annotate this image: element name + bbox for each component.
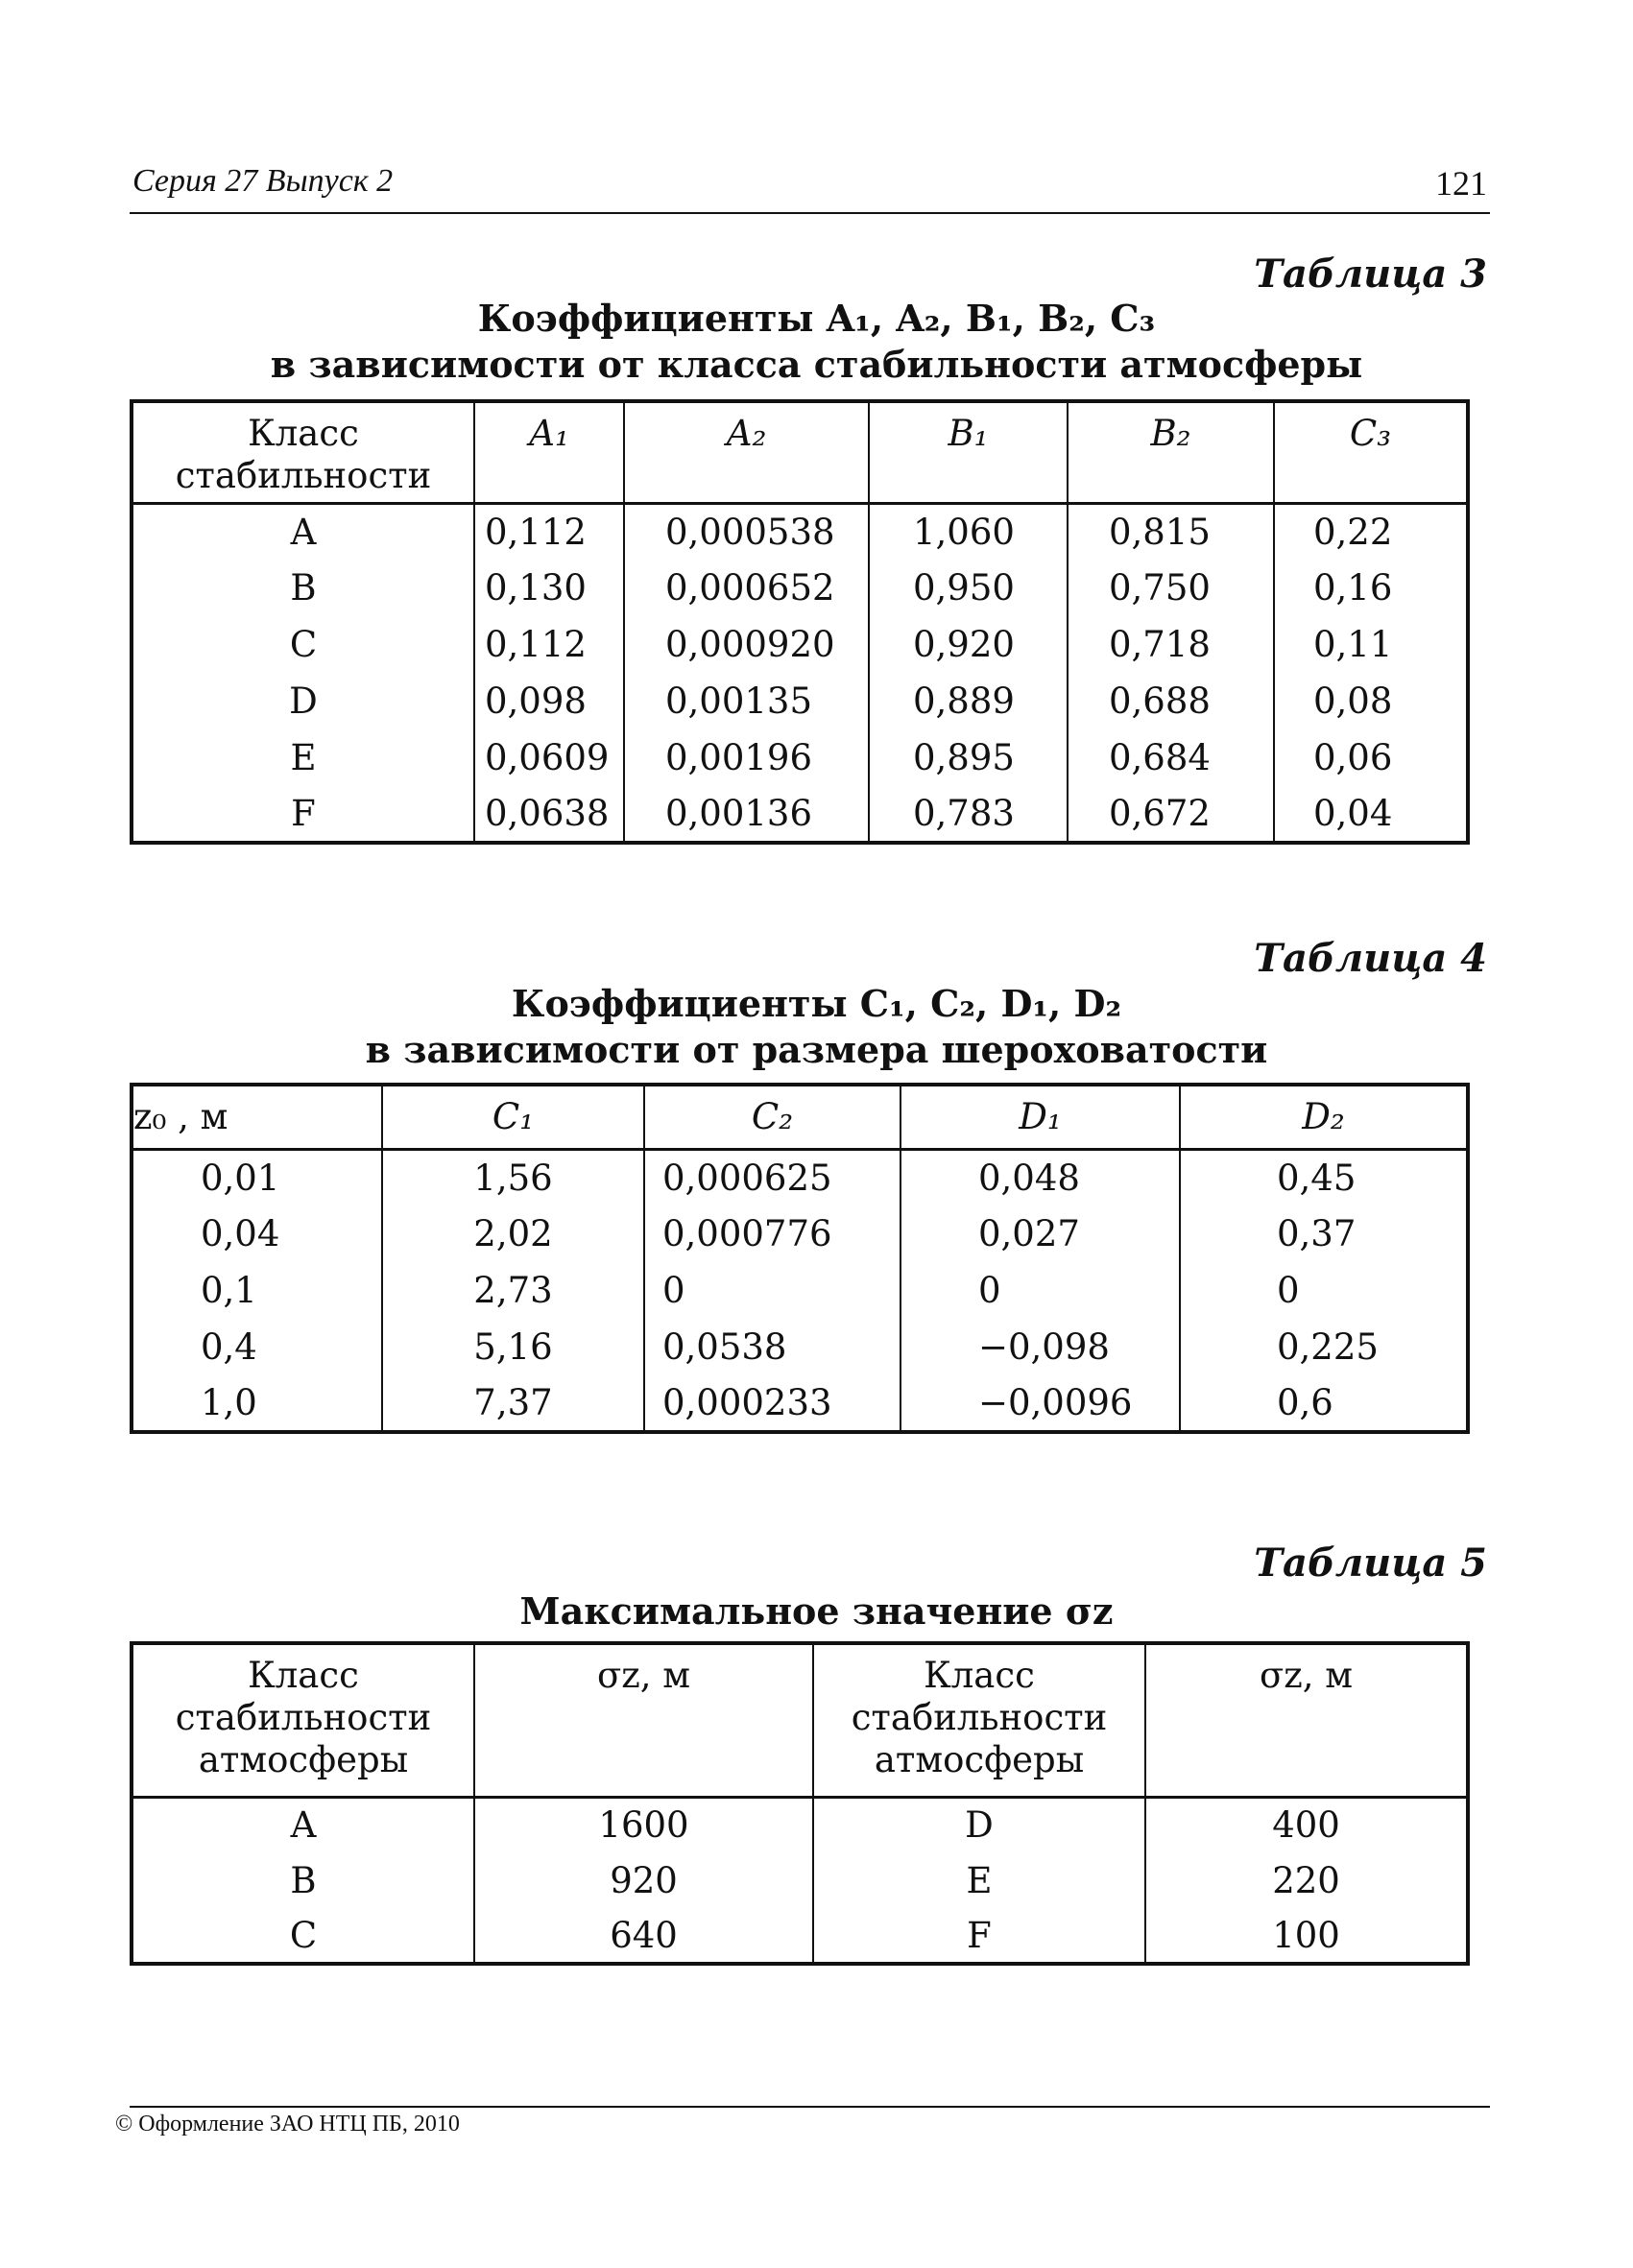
table3-title-line2: в зависимости от класса стабильности атмосферы — [270, 343, 1363, 386]
table3-column-header: A₁ — [474, 401, 624, 503]
table4-column-header: z₀ , м — [132, 1085, 382, 1149]
table3-row — [132, 673, 1468, 729]
table4-row — [132, 1319, 1468, 1375]
table3-cell: 0,889 — [869, 673, 1068, 729]
table3-cell: 0,112 — [474, 503, 624, 560]
table4-cell: 0,000625 — [644, 1149, 901, 1206]
table4-row — [132, 1206, 1468, 1262]
table4-cell: 0,4 — [132, 1319, 382, 1375]
table3-cell: F — [132, 786, 474, 843]
table5-cell: 920 — [474, 1852, 813, 1908]
table3-title-line1: Коэффициенты A₁, A₂, B₁, B₂, C₃ — [477, 297, 1156, 340]
table3-column-header: B₂ — [1068, 401, 1274, 503]
header-rule — [130, 212, 1490, 214]
table5-cell: E — [813, 1852, 1145, 1908]
table4-cell: 0,0538 — [644, 1319, 901, 1375]
table4-column-header: C₁ — [382, 1085, 644, 1149]
table4-row — [132, 1262, 1468, 1319]
table5-column-header: σz, м — [474, 1643, 813, 1797]
table5-title: Максимальное значение σz — [519, 1589, 1114, 1633]
table4 — [130, 1083, 1470, 1434]
table3-cell: A — [132, 503, 474, 560]
table4-title-line1: Коэффициенты C₁, C₂, D₁, D₂ — [511, 982, 1122, 1025]
table5-cell: B — [132, 1852, 474, 1908]
table4-row — [132, 1149, 1468, 1206]
table3-cell: 1,060 — [869, 503, 1068, 560]
table3-row — [132, 729, 1468, 786]
table5-cell: 100 — [1145, 1908, 1468, 1964]
table4-cell: 7,37 — [382, 1375, 644, 1432]
table3-cell: 0,06 — [1274, 729, 1468, 786]
table4-cell: 0 — [644, 1262, 901, 1319]
table5-cell: 1600 — [474, 1797, 813, 1852]
table5-column-header: Класс стабильности атмосферы — [813, 1643, 1145, 1797]
table3-row — [132, 560, 1468, 616]
table3-cell: 0,000652 — [624, 560, 869, 616]
table4-cell: 0,000233 — [644, 1375, 901, 1432]
table5-row — [132, 1852, 1468, 1908]
table3-cell: 0,783 — [869, 786, 1068, 843]
table4-cell: 0,37 — [1180, 1206, 1468, 1262]
table3-cell: B — [132, 560, 474, 616]
table3-cell: 0,098 — [474, 673, 624, 729]
table3-cell: 0,11 — [1274, 616, 1468, 673]
table4-cell: 0,000776 — [644, 1206, 901, 1262]
table3-cell: 0,0638 — [474, 786, 624, 843]
table3-cell: 0,08 — [1274, 673, 1468, 729]
table3-cell: 0,750 — [1068, 560, 1274, 616]
table3-label: Таблица 3 — [1254, 251, 1487, 297]
table5-cell: D — [813, 1797, 1145, 1852]
table3-cell: 0,920 — [869, 616, 1068, 673]
table4-cell: 5,16 — [382, 1319, 644, 1375]
table5-cell: C — [132, 1908, 474, 1964]
footer-copyright: © Оформление ЗАО НТЦ ПБ, 2010 — [115, 2112, 460, 2137]
table3-cell: 0,0609 — [474, 729, 624, 786]
table4-cell: 0 — [901, 1262, 1180, 1319]
table4-cell: 0 — [1180, 1262, 1468, 1319]
table3-cell: 0,00135 — [624, 673, 869, 729]
table4-column-header: D₂ — [1180, 1085, 1468, 1149]
table4-column-header: D₁ — [901, 1085, 1180, 1149]
table3-cell: E — [132, 729, 474, 786]
table3-cell: 0,672 — [1068, 786, 1274, 843]
table4-row — [132, 1375, 1468, 1432]
table3-row — [132, 616, 1468, 673]
table3-cell: 0,00196 — [624, 729, 869, 786]
table4-cell: 1,0 — [132, 1375, 382, 1432]
table5 — [130, 1641, 1470, 1966]
table4-cell: 0,04 — [132, 1206, 382, 1262]
table3-cell: C — [132, 616, 474, 673]
table5-row — [132, 1797, 1468, 1852]
table4-cell: 0,1 — [132, 1262, 382, 1319]
table3-row — [132, 786, 1468, 843]
table4-label: Таблица 4 — [1254, 936, 1487, 981]
table5-label: Таблица 5 — [1254, 1540, 1487, 1586]
table3-cell: 0,22 — [1274, 503, 1468, 560]
table3-cell: 0,895 — [869, 729, 1068, 786]
table3-cell: 0,688 — [1068, 673, 1274, 729]
table4-cell: 0,01 — [132, 1149, 382, 1206]
table4-column-header: C₂ — [644, 1085, 901, 1149]
table5-row — [132, 1908, 1468, 1964]
table3-cell: 0,000920 — [624, 616, 869, 673]
table3-column-header: C₃ — [1274, 401, 1468, 503]
table3-column-header: A₂ — [624, 401, 869, 503]
table3-cell: 0,16 — [1274, 560, 1468, 616]
table3-cell: 0,718 — [1068, 616, 1274, 673]
table3-cell: 0,04 — [1274, 786, 1468, 843]
table4-title-line2: в зависимости от размера шероховатости — [365, 1028, 1268, 1071]
table3-cell: 0,815 — [1068, 503, 1274, 560]
table4-cell: 0,45 — [1180, 1149, 1468, 1206]
table4-cell: 0,048 — [901, 1149, 1180, 1206]
page-number: 121 — [1435, 164, 1487, 203]
table4-cell: 1,56 — [382, 1149, 644, 1206]
table5-cell: F — [813, 1908, 1145, 1964]
table3 — [130, 399, 1470, 845]
table3-cell: D — [132, 673, 474, 729]
table3-row — [132, 503, 1468, 560]
table4-cell: 0,225 — [1180, 1319, 1468, 1375]
table4-cell: 0,6 — [1180, 1375, 1468, 1432]
footer-rule — [130, 2106, 1490, 2108]
table3-cell: 0,00136 — [624, 786, 869, 843]
table3-column-header: Класс стабильности — [132, 401, 474, 503]
table4-cell: 2,02 — [382, 1206, 644, 1262]
table4-cell: 0,027 — [901, 1206, 1180, 1262]
table3-cell: 0,684 — [1068, 729, 1274, 786]
table4-cell: −0,0096 — [901, 1375, 1180, 1432]
table5-cell: 220 — [1145, 1852, 1468, 1908]
table3-cell: 0,112 — [474, 616, 624, 673]
table4-cell: −0,098 — [901, 1319, 1180, 1375]
table5-cell: 400 — [1145, 1797, 1468, 1852]
table3-column-header: B₁ — [869, 401, 1068, 503]
table5-cell: 640 — [474, 1908, 813, 1964]
table5-column-header: σz, м — [1145, 1643, 1468, 1797]
table3-cell: 0,000538 — [624, 503, 869, 560]
table3-cell: 0,950 — [869, 560, 1068, 616]
table3-cell: 0,130 — [474, 560, 624, 616]
table5-cell: A — [132, 1797, 474, 1852]
table4-cell: 2,73 — [382, 1262, 644, 1319]
table5-column-header: Класс стабильности атмосферы — [132, 1643, 474, 1797]
running-header-series: Серия 27 Выпуск 2 — [132, 163, 394, 199]
